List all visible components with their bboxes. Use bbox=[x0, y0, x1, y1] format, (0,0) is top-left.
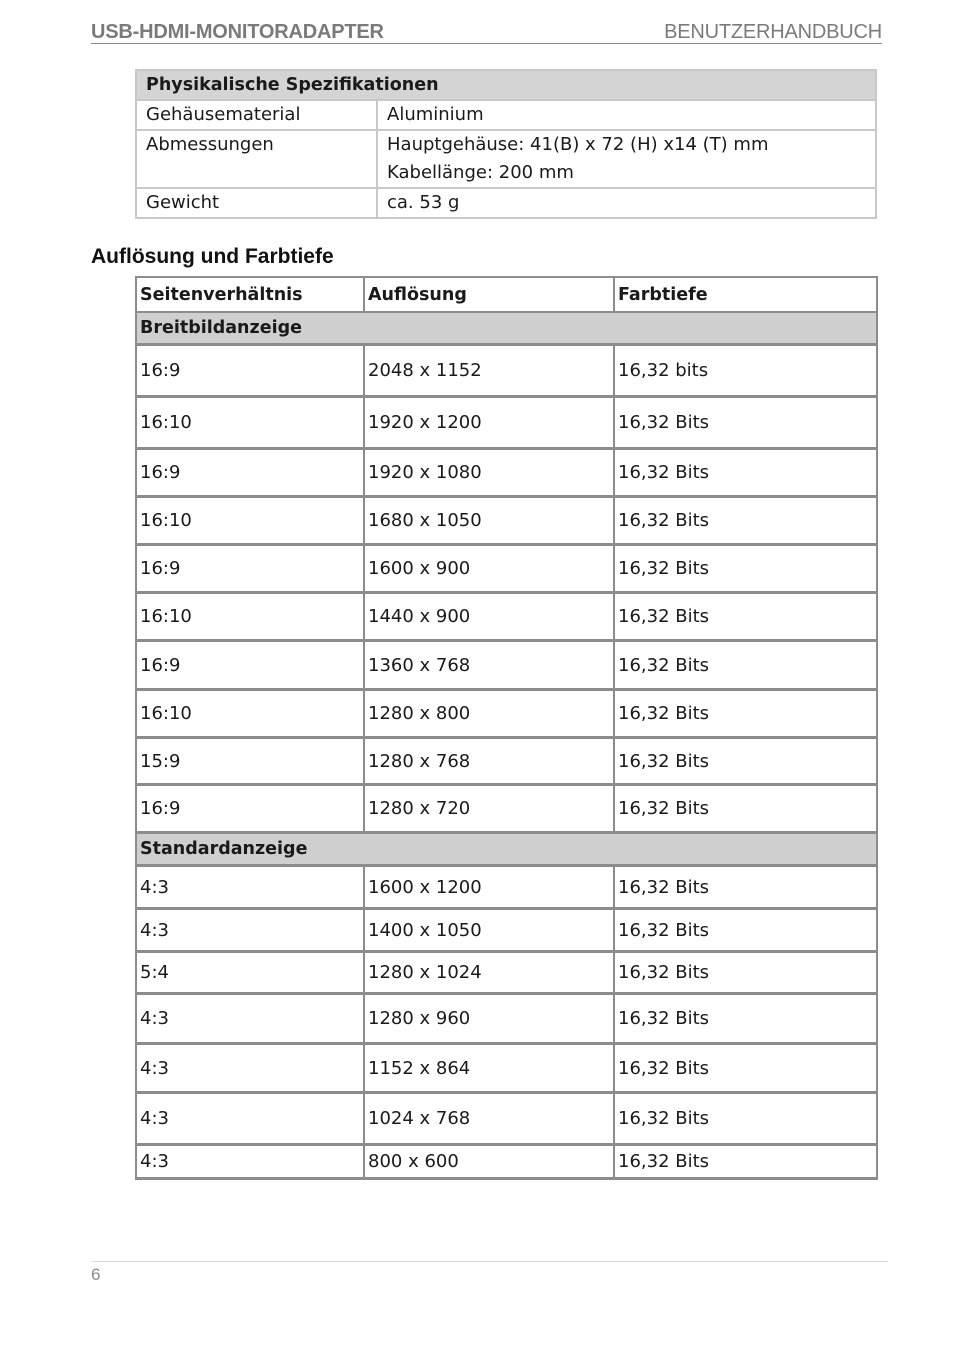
resolution-cell: 1280 x 800 bbox=[364, 690, 614, 738]
color-depth-cell: 16,32 Bits bbox=[614, 738, 877, 785]
resolution-cell: 1400 x 1050 bbox=[364, 909, 614, 952]
resolution-cell: 1280 x 960 bbox=[364, 994, 614, 1044]
aspect-ratio-cell: 4:3 bbox=[136, 1044, 364, 1093]
table-row bbox=[136, 593, 877, 641]
resolution-cell: 1152 x 864 bbox=[364, 1044, 614, 1093]
color-depth-cell: 16,32 Bits bbox=[614, 952, 877, 994]
color-depth-cell: 16,32 Bits bbox=[614, 994, 877, 1044]
section-title: Auflösung und Farbtiefe bbox=[91, 245, 334, 268]
aspect-ratio-cell: 15:9 bbox=[136, 738, 364, 785]
table-row bbox=[136, 952, 877, 994]
column-header: Seitenverhältnis bbox=[136, 277, 364, 312]
spec-table-title: Physikalische Spezifikationen bbox=[136, 70, 876, 100]
table-row bbox=[136, 641, 877, 690]
header-rule bbox=[91, 43, 882, 44]
footer-rule bbox=[91, 1261, 888, 1262]
color-depth-cell: 16,32 bits bbox=[614, 345, 877, 397]
table-row bbox=[136, 397, 877, 449]
table-row bbox=[136, 690, 877, 738]
color-depth-cell: 16,32 Bits bbox=[614, 1145, 877, 1179]
spec-value: Aluminium bbox=[377, 100, 876, 130]
aspect-ratio-cell: 16:10 bbox=[136, 397, 364, 449]
color-depth-cell: 16,32 Bits bbox=[614, 785, 877, 833]
aspect-ratio-cell: 16:9 bbox=[136, 449, 364, 497]
aspect-ratio-cell: 16:9 bbox=[136, 785, 364, 833]
resolution-cell: 1360 x 768 bbox=[364, 641, 614, 690]
spec-label: Gewicht bbox=[136, 188, 377, 218]
resolution-table bbox=[135, 276, 878, 1180]
color-depth-cell: 16,32 Bits bbox=[614, 1093, 877, 1145]
resolution-cell: 1280 x 720 bbox=[364, 785, 614, 833]
column-header: Farbtiefe bbox=[614, 277, 877, 312]
table-group-row bbox=[136, 312, 877, 345]
resolution-cell: 1440 x 900 bbox=[364, 593, 614, 641]
resolution-cell: 1920 x 1080 bbox=[364, 449, 614, 497]
aspect-ratio-cell: 4:3 bbox=[136, 1093, 364, 1145]
table-row bbox=[136, 785, 877, 833]
aspect-ratio-cell: 16:10 bbox=[136, 690, 364, 738]
color-depth-cell: 16,32 Bits bbox=[614, 866, 877, 909]
header-doc-type: BENUTZERHANDBUCH bbox=[664, 21, 882, 43]
table-row bbox=[136, 130, 876, 188]
spec-label: Abmessungen bbox=[136, 130, 377, 188]
resolution-cell: 1280 x 768 bbox=[364, 738, 614, 785]
color-depth-cell: 16,32 Bits bbox=[614, 641, 877, 690]
table-row bbox=[136, 188, 876, 218]
table-header-row bbox=[136, 277, 877, 312]
resolution-cell: 1920 x 1200 bbox=[364, 397, 614, 449]
table-row bbox=[136, 345, 877, 397]
resolution-cell: 1600 x 1200 bbox=[364, 866, 614, 909]
spec-label: Gehäusematerial bbox=[136, 100, 377, 130]
aspect-ratio-cell: 4:3 bbox=[136, 909, 364, 952]
aspect-ratio-cell: 4:3 bbox=[136, 1145, 364, 1179]
group-label: Standardanzeige bbox=[136, 833, 877, 866]
table-row bbox=[136, 909, 877, 952]
color-depth-cell: 16,32 Bits bbox=[614, 593, 877, 641]
aspect-ratio-cell: 16:10 bbox=[136, 593, 364, 641]
spec-value-line: Kabellänge: 200 mm bbox=[387, 162, 574, 183]
spec-value: ca. 53 g bbox=[377, 188, 876, 218]
aspect-ratio-cell: 4:3 bbox=[136, 994, 364, 1044]
spec-value-line: Hauptgehäuse: 41(B) x 72 (H) x14 (T) mm bbox=[387, 134, 769, 155]
resolution-cell: 1600 x 900 bbox=[364, 545, 614, 593]
aspect-ratio-cell: 5:4 bbox=[136, 952, 364, 994]
table-row bbox=[136, 449, 877, 497]
table-row bbox=[136, 738, 877, 785]
table-row bbox=[136, 545, 877, 593]
resolution-cell: 2048 x 1152 bbox=[364, 345, 614, 397]
table-row bbox=[136, 1093, 877, 1145]
color-depth-cell: 16,32 Bits bbox=[614, 690, 877, 738]
table-group-row bbox=[136, 833, 877, 866]
color-depth-cell: 16,32 Bits bbox=[614, 1044, 877, 1093]
aspect-ratio-cell: 16:9 bbox=[136, 641, 364, 690]
resolution-cell: 1024 x 768 bbox=[364, 1093, 614, 1145]
page-number: 6 bbox=[91, 1265, 101, 1284]
table-row bbox=[136, 994, 877, 1044]
table-row bbox=[136, 100, 876, 130]
resolution-cell: 1680 x 1050 bbox=[364, 497, 614, 545]
column-header: Auflösung bbox=[364, 277, 614, 312]
table-row bbox=[136, 497, 877, 545]
aspect-ratio-cell: 16:10 bbox=[136, 497, 364, 545]
resolution-cell: 1280 x 1024 bbox=[364, 952, 614, 994]
group-label: Breitbildanzeige bbox=[136, 312, 877, 345]
table-row bbox=[136, 1044, 877, 1093]
table-row bbox=[136, 866, 877, 909]
table-row bbox=[136, 1145, 877, 1179]
color-depth-cell: 16,32 Bits bbox=[614, 497, 877, 545]
aspect-ratio-cell: 16:9 bbox=[136, 345, 364, 397]
resolution-cell: 800 x 600 bbox=[364, 1145, 614, 1179]
header-doc-title: USB-HDMI-MONITORADAPTER bbox=[91, 21, 384, 43]
color-depth-cell: 16,32 Bits bbox=[614, 909, 877, 952]
color-depth-cell: 16,32 Bits bbox=[614, 397, 877, 449]
spec-value bbox=[377, 130, 876, 188]
color-depth-cell: 16,32 Bits bbox=[614, 545, 877, 593]
spec-table bbox=[135, 69, 877, 219]
color-depth-cell: 16,32 Bits bbox=[614, 449, 877, 497]
aspect-ratio-cell: 4:3 bbox=[136, 866, 364, 909]
aspect-ratio-cell: 16:9 bbox=[136, 545, 364, 593]
